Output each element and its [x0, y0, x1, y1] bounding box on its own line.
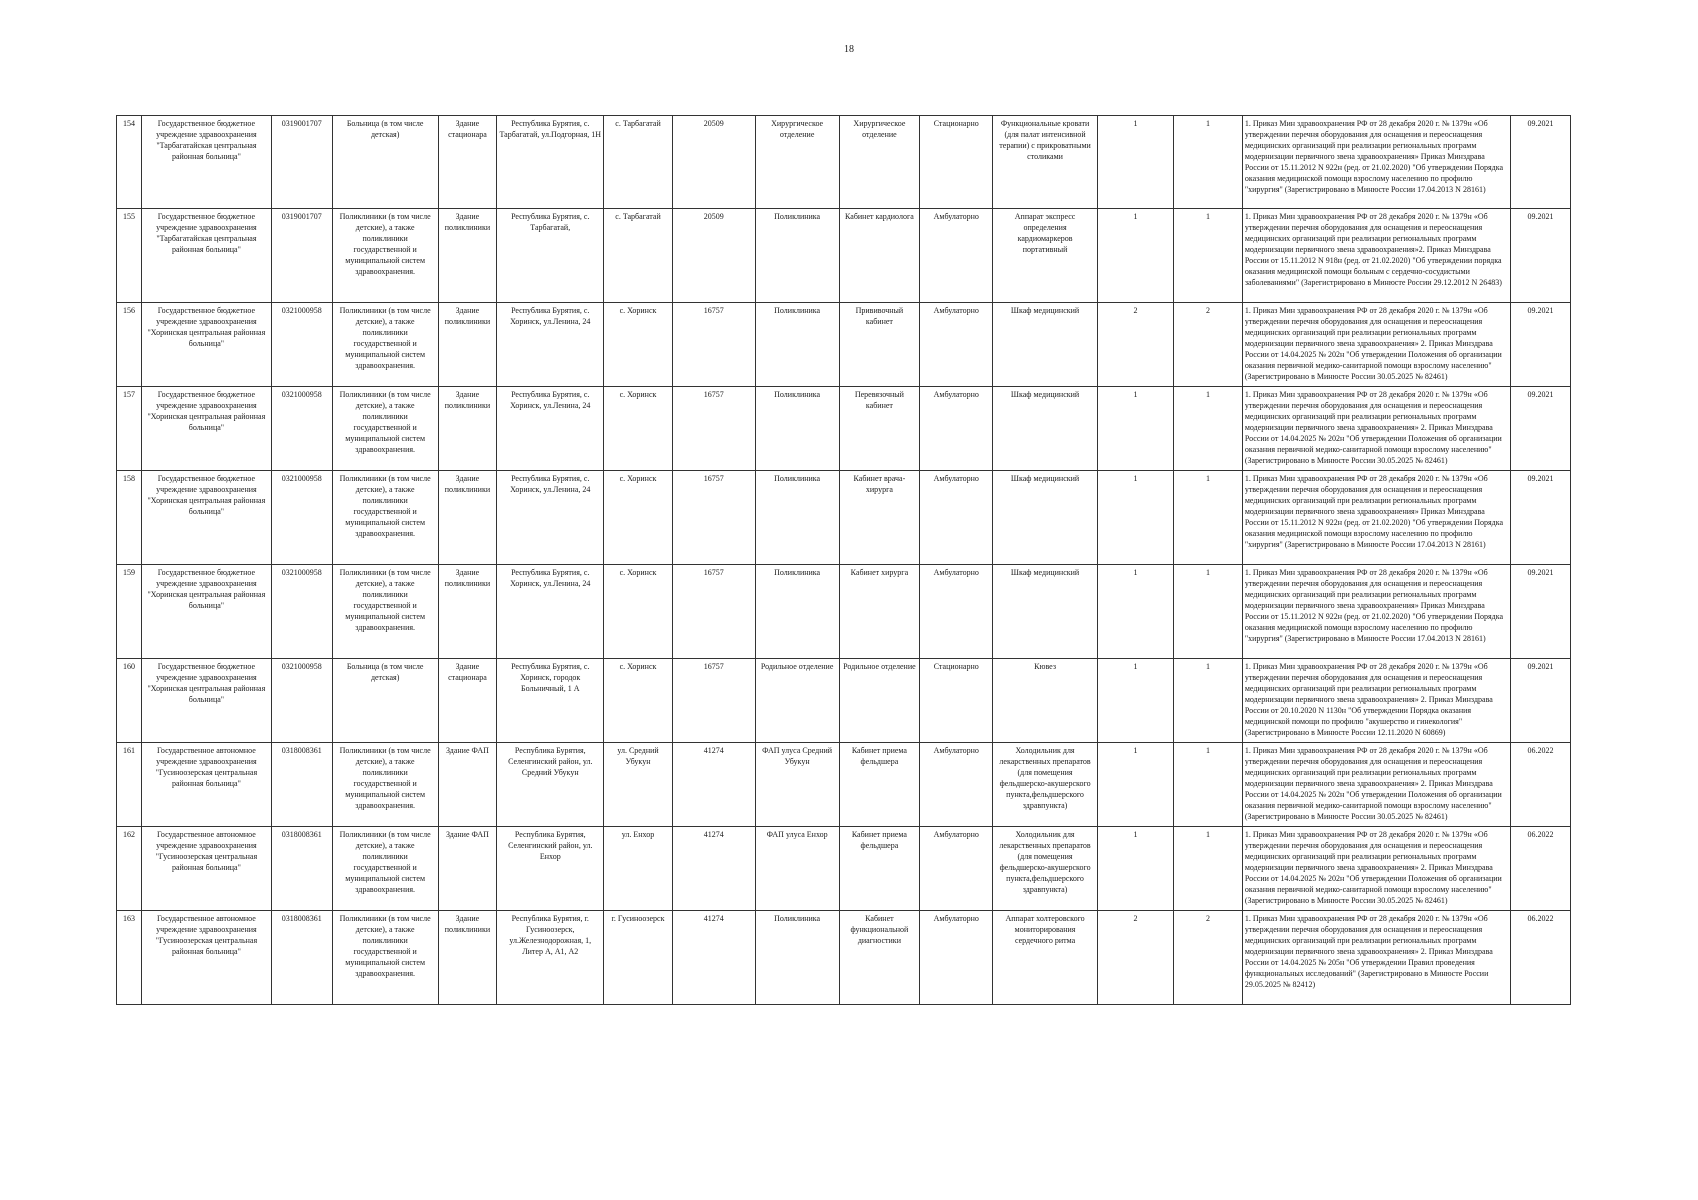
cell-org: Государственное автономное учреждение здравоохранения "Гусиноозерская центральная районная больница" — [142, 827, 272, 911]
cell-locality: с. Хоринск — [604, 303, 673, 387]
cell-date: 09.2021 — [1510, 303, 1570, 387]
cell-docs: 1. Приказ Мин здравоохранения РФ от 28 декабря 2020 г. № 1379н «Об утверждении перечня оборудования для оснащения и переоснащения медицинских организаций при реализации региональных программ модернизации первичного звена здравоохранения» Приказ Минздрава России от 15.11.2012 N 922н (ред. от 21.02.2020) "Об утверждении Порядка оказания медицинской помощи взрослому населению по профилю "хирургия" (Зарегистрировано в Минюсте России 17.04.2013 N 28161) — [1242, 471, 1510, 565]
cell-room: Кабинет хирурга — [839, 565, 920, 659]
cell-org: Государственное бюджетное учреждение здравоохранения "Хоринская центральная районная больница" — [142, 303, 272, 387]
cell-equipment: Шкаф медицинский — [993, 471, 1098, 565]
cell-code: 0318008361 — [271, 743, 332, 827]
cell-locality: г. Гусиноозерск — [604, 911, 673, 1005]
cell-qty-b: 1 — [1174, 827, 1243, 911]
cell-num: 162 — [117, 827, 142, 911]
cell-form: Амбулаторно — [920, 743, 993, 827]
cell-room: Родильное отделение — [839, 659, 920, 743]
cell-building: Здание поликлиники — [438, 565, 497, 659]
cell-qty-a: 1 — [1097, 743, 1173, 827]
cell-locality: ул. Средний Убукун — [604, 743, 673, 827]
cell-form: Амбулаторно — [920, 827, 993, 911]
cell-building: Здание поликлиники — [438, 209, 497, 303]
cell-docs: 1. Приказ Мин здравоохранения РФ от 28 декабря 2020 г. № 1379н «Об утверждении перечня оборудования для оснащения и переоснащения медицинских организаций при реализации региональных программ модернизации первичного звена здравоохранения»2. Приказ Минздрава России от 15.11.2012 N 918н (ред. от 21.02.2020) "Об утверждении порядка оказания медицинской помощи больным с сердечно-сосудистыми заболеваниями" (Зарегистрировано в Минюсте России 29.12.2012 N 26483) — [1242, 209, 1510, 303]
cell-qty-b: 1 — [1174, 387, 1243, 471]
cell-qty-b: 2 — [1174, 911, 1243, 1005]
cell-num: 161 — [117, 743, 142, 827]
cell-address: Республика Бурятия, с. Хоринск, ул.Ленина, 24 — [497, 565, 604, 659]
cell-address: Республика Бурятия, с. Хоринск, ул.Ленина, 24 — [497, 387, 604, 471]
cell-org: Государственное бюджетное учреждение здравоохранения "Хоринская центральная районная больница" — [142, 565, 272, 659]
cell-qty-b: 1 — [1174, 743, 1243, 827]
cell-qty-a: 1 — [1097, 565, 1173, 659]
cell-date: 09.2021 — [1510, 116, 1570, 209]
cell-room: Прививочный кабинет — [839, 303, 920, 387]
cell-address: Республика Бурятия, с. Тарбагатай, — [497, 209, 604, 303]
cell-code: 0319001707 — [271, 116, 332, 209]
cell-qty-a: 1 — [1097, 827, 1173, 911]
cell-form: Стационарно — [920, 659, 993, 743]
cell-code: 0321000958 — [271, 387, 332, 471]
cell-type: Больница (в том числе детская) — [332, 116, 438, 209]
cell-date: 09.2021 — [1510, 471, 1570, 565]
cell-unit: ФАП улуса Средний Убукун — [755, 743, 839, 827]
cell-qty-b: 1 — [1174, 565, 1243, 659]
cell-org: Государственное автономное учреждение здравоохранения "Гусиноозерская центральная районная больница" — [142, 911, 272, 1005]
cell-date: 09.2021 — [1510, 387, 1570, 471]
cell-oktmo: 41274 — [672, 911, 755, 1005]
cell-equipment: Аппарат холтеровского мониторирования сердечного ритма — [993, 911, 1098, 1005]
cell-org: Государственное бюджетное учреждение здравоохранения "Хоринская центральная районная больница" — [142, 387, 272, 471]
cell-locality: с. Хоринск — [604, 387, 673, 471]
cell-date: 06.2022 — [1510, 743, 1570, 827]
cell-room: Кабинет приема фельдшера — [839, 743, 920, 827]
cell-equipment: Шкаф медицинский — [993, 387, 1098, 471]
cell-date: 06.2022 — [1510, 911, 1570, 1005]
cell-qty-b: 1 — [1174, 209, 1243, 303]
cell-unit: Поликлиника — [755, 303, 839, 387]
table-row — [117, 116, 1571, 209]
cell-form: Амбулаторно — [920, 911, 993, 1005]
cell-unit: Хирургическое отделение — [755, 116, 839, 209]
cell-qty-b: 1 — [1174, 471, 1243, 565]
cell-address: Республика Бурятия, с. Тарбагатай, ул.Подгорная, 1Н — [497, 116, 604, 209]
cell-oktmo: 16757 — [672, 565, 755, 659]
cell-unit: Поликлиника — [755, 209, 839, 303]
cell-oktmo: 16757 — [672, 387, 755, 471]
cell-docs: 1. Приказ Мин здравоохранения РФ от 28 декабря 2020 г. № 1379н «Об утверждении перечня оборудования для оснащения и переоснащения медицинских организаций при реализации региональных программ модернизации первичного звена здравоохранения» 2. Приказ Минздрава России от 20.10.2020 N 1130н "Об утверждении Порядка оказания медицинской помощи по профилю "акушерство и гинекология" (Зарегистрировано в Минюсте России 12.11.2020 N 60869) — [1242, 659, 1510, 743]
cell-oktmo: 41274 — [672, 743, 755, 827]
cell-building: Здание ФАП — [438, 743, 497, 827]
cell-address: Республика Бурятия, г. Гусиноозерск, ул.Железнодорожная, 1, Литер А, А1, А2 — [497, 911, 604, 1005]
table-row — [117, 911, 1571, 1005]
table-row — [117, 827, 1571, 911]
cell-type: Поликлиники (в том числе детские), а также поликлиники государственной и муниципальной систем здравоохранения. — [332, 827, 438, 911]
cell-org: Государственное бюджетное учреждение здравоохранения "Тарбагатайская центральная районная больница" — [142, 209, 272, 303]
cell-equipment: Холодильник для лекарственных препаратов (для помещения фельдшерско-акушерского пункта,фельдшерского здравпункта) — [993, 743, 1098, 827]
cell-room: Хирургическое отделение — [839, 116, 920, 209]
cell-unit: Поликлиника — [755, 387, 839, 471]
cell-qty-b: 2 — [1174, 303, 1243, 387]
cell-qty-b: 1 — [1174, 659, 1243, 743]
cell-num: 159 — [117, 565, 142, 659]
cell-qty-a: 1 — [1097, 659, 1173, 743]
cell-type: Поликлиники (в том числе детские), а также поликлиники государственной и муниципальной систем здравоохранения. — [332, 743, 438, 827]
cell-locality: ул. Енхор — [604, 827, 673, 911]
cell-code: 0318008361 — [271, 827, 332, 911]
cell-qty-a: 2 — [1097, 303, 1173, 387]
cell-building: Здание поликлиники — [438, 911, 497, 1005]
cell-address: Республика Бурятия, с. Хоринск, городок Больничный, 1 А — [497, 659, 604, 743]
cell-unit: Поликлиника — [755, 911, 839, 1005]
cell-date: 06.2022 — [1510, 827, 1570, 911]
cell-num: 157 — [117, 387, 142, 471]
cell-type: Поликлиники (в том числе детские), а также поликлиники государственной и муниципальной систем здравоохранения. — [332, 303, 438, 387]
cell-type: Поликлиники (в том числе детские), а также поликлиники государственной и муниципальной систем здравоохранения. — [332, 471, 438, 565]
cell-qty-b: 1 — [1174, 116, 1243, 209]
cell-code: 0321000958 — [271, 471, 332, 565]
cell-date: 09.2021 — [1510, 659, 1570, 743]
cell-qty-a: 1 — [1097, 209, 1173, 303]
cell-oktmo: 41274 — [672, 827, 755, 911]
cell-code: 0321000958 — [271, 565, 332, 659]
cell-qty-a: 2 — [1097, 911, 1173, 1005]
cell-oktmo: 20509 — [672, 116, 755, 209]
cell-num: 156 — [117, 303, 142, 387]
cell-qty-a: 1 — [1097, 116, 1173, 209]
cell-code: 0321000958 — [271, 303, 332, 387]
table-row — [117, 659, 1571, 743]
cell-org: Государственное автономное учреждение здравоохранения "Гусиноозерская центральная районная больница" — [142, 743, 272, 827]
table-row — [117, 743, 1571, 827]
table-row — [117, 565, 1571, 659]
cell-equipment: Холодильник для лекарственных препаратов (для помещения фельдшерско-акушерского пункта,фельдшерского здравпункта) — [993, 827, 1098, 911]
cell-form: Амбулаторно — [920, 209, 993, 303]
cell-equipment: Функциональные кровати (для палат интенсивной терапии) с прикроватными столиками — [993, 116, 1098, 209]
cell-code: 0318008361 — [271, 911, 332, 1005]
cell-type: Поликлиники (в том числе детские), а также поликлиники государственной и муниципальной систем здравоохранения. — [332, 209, 438, 303]
cell-oktmo: 16757 — [672, 471, 755, 565]
cell-unit: ФАП улуса Енхор — [755, 827, 839, 911]
cell-building: Здание поликлиники — [438, 387, 497, 471]
cell-form: Стационарно — [920, 116, 993, 209]
table-row — [117, 387, 1571, 471]
cell-address: Республика Бурятия, Селенгинский район, ул. Средний Убукун — [497, 743, 604, 827]
cell-docs: 1. Приказ Мин здравоохранения РФ от 28 декабря 2020 г. № 1379н «Об утверждении перечня оборудования для оснащения и переоснащения медицинских организаций при реализации региональных программ модернизации первичного звена здравоохранения» 2. Приказ Минздрава России от 14.04.2025 № 202н "Об утверждении Положения об организации оказания первичной медико-санитарной помощи взрослому населению" (Зарегистрировано в Минюсте России 30.05.2025 № 82461) — [1242, 827, 1510, 911]
cell-docs: 1. Приказ Мин здравоохранения РФ от 28 декабря 2020 г. № 1379н «Об утверждении перечня оборудования для оснащения и переоснащения медицинских организаций при реализации региональных программ модернизации первичного звена здравоохранения» 2. Приказ Минздрава России от 14.04.2025 № 202н "Об утверждении Положения об организации оказания первичной медико-санитарной помощи взрослому населению" (Зарегистрировано в Минюсте России 30.05.2025 № 82461) — [1242, 303, 1510, 387]
cell-form: Амбулаторно — [920, 471, 993, 565]
cell-equipment: Шкаф медицинский — [993, 565, 1098, 659]
page-number: 18 — [844, 44, 854, 55]
cell-code: 0321000958 — [271, 659, 332, 743]
cell-address: Республика Бурятия, с. Хоринск, ул.Ленина, 24 — [497, 303, 604, 387]
cell-locality: с. Тарбагатай — [604, 209, 673, 303]
cell-num: 163 — [117, 911, 142, 1005]
cell-building: Здание стационара — [438, 116, 497, 209]
cell-code: 0319001707 — [271, 209, 332, 303]
equipment-table — [116, 115, 1571, 1005]
cell-unit: Поликлиника — [755, 565, 839, 659]
table-row — [117, 209, 1571, 303]
cell-oktmo: 20509 — [672, 209, 755, 303]
cell-locality: с. Тарбагатай — [604, 116, 673, 209]
cell-num: 155 — [117, 209, 142, 303]
cell-org: Государственное бюджетное учреждение здравоохранения "Хоринская центральная районная больница" — [142, 471, 272, 565]
cell-form: Амбулаторно — [920, 387, 993, 471]
cell-qty-a: 1 — [1097, 387, 1173, 471]
cell-locality: с. Хоринск — [604, 565, 673, 659]
cell-room: Кабинет кардиолога — [839, 209, 920, 303]
cell-date: 09.2021 — [1510, 565, 1570, 659]
cell-unit: Родильное отделение — [755, 659, 839, 743]
cell-equipment: Шкаф медицинский — [993, 303, 1098, 387]
cell-building: Здание ФАП — [438, 827, 497, 911]
cell-room: Кабинет врача-хирурга — [839, 471, 920, 565]
cell-date: 09.2021 — [1510, 209, 1570, 303]
cell-locality: с. Хоринск — [604, 659, 673, 743]
cell-num: 158 — [117, 471, 142, 565]
cell-docs: 1. Приказ Мин здравоохранения РФ от 28 декабря 2020 г. № 1379н «Об утверждении перечня оборудования для оснащения и переоснащения медицинских организаций при реализации региональных программ модернизации первичного звена здравоохранения» 2. Приказ Минздрава России от 14.04.2025 № 205н "Об утверждении Правил проведения функциональных исследований" (Зарегистрировано в Минюсте России 29.05.2025 № 82412) — [1242, 911, 1510, 1005]
cell-org: Государственное бюджетное учреждение здравоохранения "Хоринская центральная районная больница" — [142, 659, 272, 743]
cell-building: Здание поликлиники — [438, 471, 497, 565]
cell-type: Поликлиники (в том числе детские), а также поликлиники государственной и муниципальной систем здравоохранения. — [332, 911, 438, 1005]
cell-docs: 1. Приказ Мин здравоохранения РФ от 28 декабря 2020 г. № 1379н «Об утверждении перечня оборудования для оснащения и переоснащения медицинских организаций при реализации региональных программ модернизации первичного звена здравоохранения» Приказ Минздрава России от 15.11.2012 N 922н (ред. от 21.02.2020) "Об утверждении Порядка оказания медицинской помощи взрослому населению по профилю "хирургия" (Зарегистрировано в Минюсте России 17.04.2013 N 28161) — [1242, 116, 1510, 209]
cell-equipment: Аппарат экспресс определения кардиомаркеров портативный — [993, 209, 1098, 303]
cell-equipment: Кювез — [993, 659, 1098, 743]
cell-docs: 1. Приказ Мин здравоохранения РФ от 28 декабря 2020 г. № 1379н «Об утверждении перечня оборудования для оснащения и переоснащения медицинских организаций при реализации региональных программ модернизации первичного звена здравоохранения» 2. Приказ Минздрава России от 14.04.2025 № 202н "Об утверждении Положения об организации оказания первичной медико-санитарной помощи взрослому населению" (Зарегистрировано в Минюсте России 30.05.2025 № 82461) — [1242, 743, 1510, 827]
cell-address: Республика Бурятия, с. Хоринск, ул.Ленина, 24 — [497, 471, 604, 565]
cell-qty-a: 1 — [1097, 471, 1173, 565]
cell-oktmo: 16757 — [672, 659, 755, 743]
cell-locality: с. Хоринск — [604, 471, 673, 565]
table-row — [117, 303, 1571, 387]
cell-unit: Поликлиника — [755, 471, 839, 565]
cell-org: Государственное бюджетное учреждение здравоохранения "Тарбагатайская центральная районная больница" — [142, 116, 272, 209]
cell-type: Поликлиники (в том числе детские), а также поликлиники государственной и муниципальной систем здравоохранения. — [332, 387, 438, 471]
cell-form: Амбулаторно — [920, 565, 993, 659]
cell-form: Амбулаторно — [920, 303, 993, 387]
cell-address: Республика Бурятия, Селенгинский район, ул. Енхор — [497, 827, 604, 911]
cell-docs: 1. Приказ Мин здравоохранения РФ от 28 декабря 2020 г. № 1379н «Об утверждении перечня оборудования для оснащения и переоснащения медицинских организаций при реализации региональных программ модернизации первичного звена здравоохранения» 2. Приказ Минздрава России от 14.04.2025 № 202н "Об утверждении Положения об организации оказания первичной медико-санитарной помощи взрослому населению" (Зарегистрировано в Минюсте России 30.05.2025 № 82461) — [1242, 387, 1510, 471]
cell-num: 160 — [117, 659, 142, 743]
cell-num: 154 — [117, 116, 142, 209]
cell-building: Здание поликлиники — [438, 303, 497, 387]
cell-type: Больница (в том числе детская) — [332, 659, 438, 743]
table-row — [117, 471, 1571, 565]
cell-room: Перевязочный кабинет — [839, 387, 920, 471]
cell-docs: 1. Приказ Мин здравоохранения РФ от 28 декабря 2020 г. № 1379н «Об утверждении перечня оборудования для оснащения и переоснащения медицинских организаций при реализации региональных программ модернизации первичного звена здравоохранения» Приказ Минздрава России от 15.11.2012 N 922н (ред. от 21.02.2020) "Об утверждении Порядка оказания медицинской помощи взрослому населению по профилю "хирургия" (Зарегистрировано в Минюсте России 17.04.2013 N 28161) — [1242, 565, 1510, 659]
cell-building: Здание стационара — [438, 659, 497, 743]
cell-room: Кабинет функциональной диагностики — [839, 911, 920, 1005]
cell-type: Поликлиники (в том числе детские), а также поликлиники государственной и муниципальной систем здравоохранения. — [332, 565, 438, 659]
cell-oktmo: 16757 — [672, 303, 755, 387]
table-body — [117, 116, 1571, 1005]
cell-room: Кабинет приема фельдшера — [839, 827, 920, 911]
